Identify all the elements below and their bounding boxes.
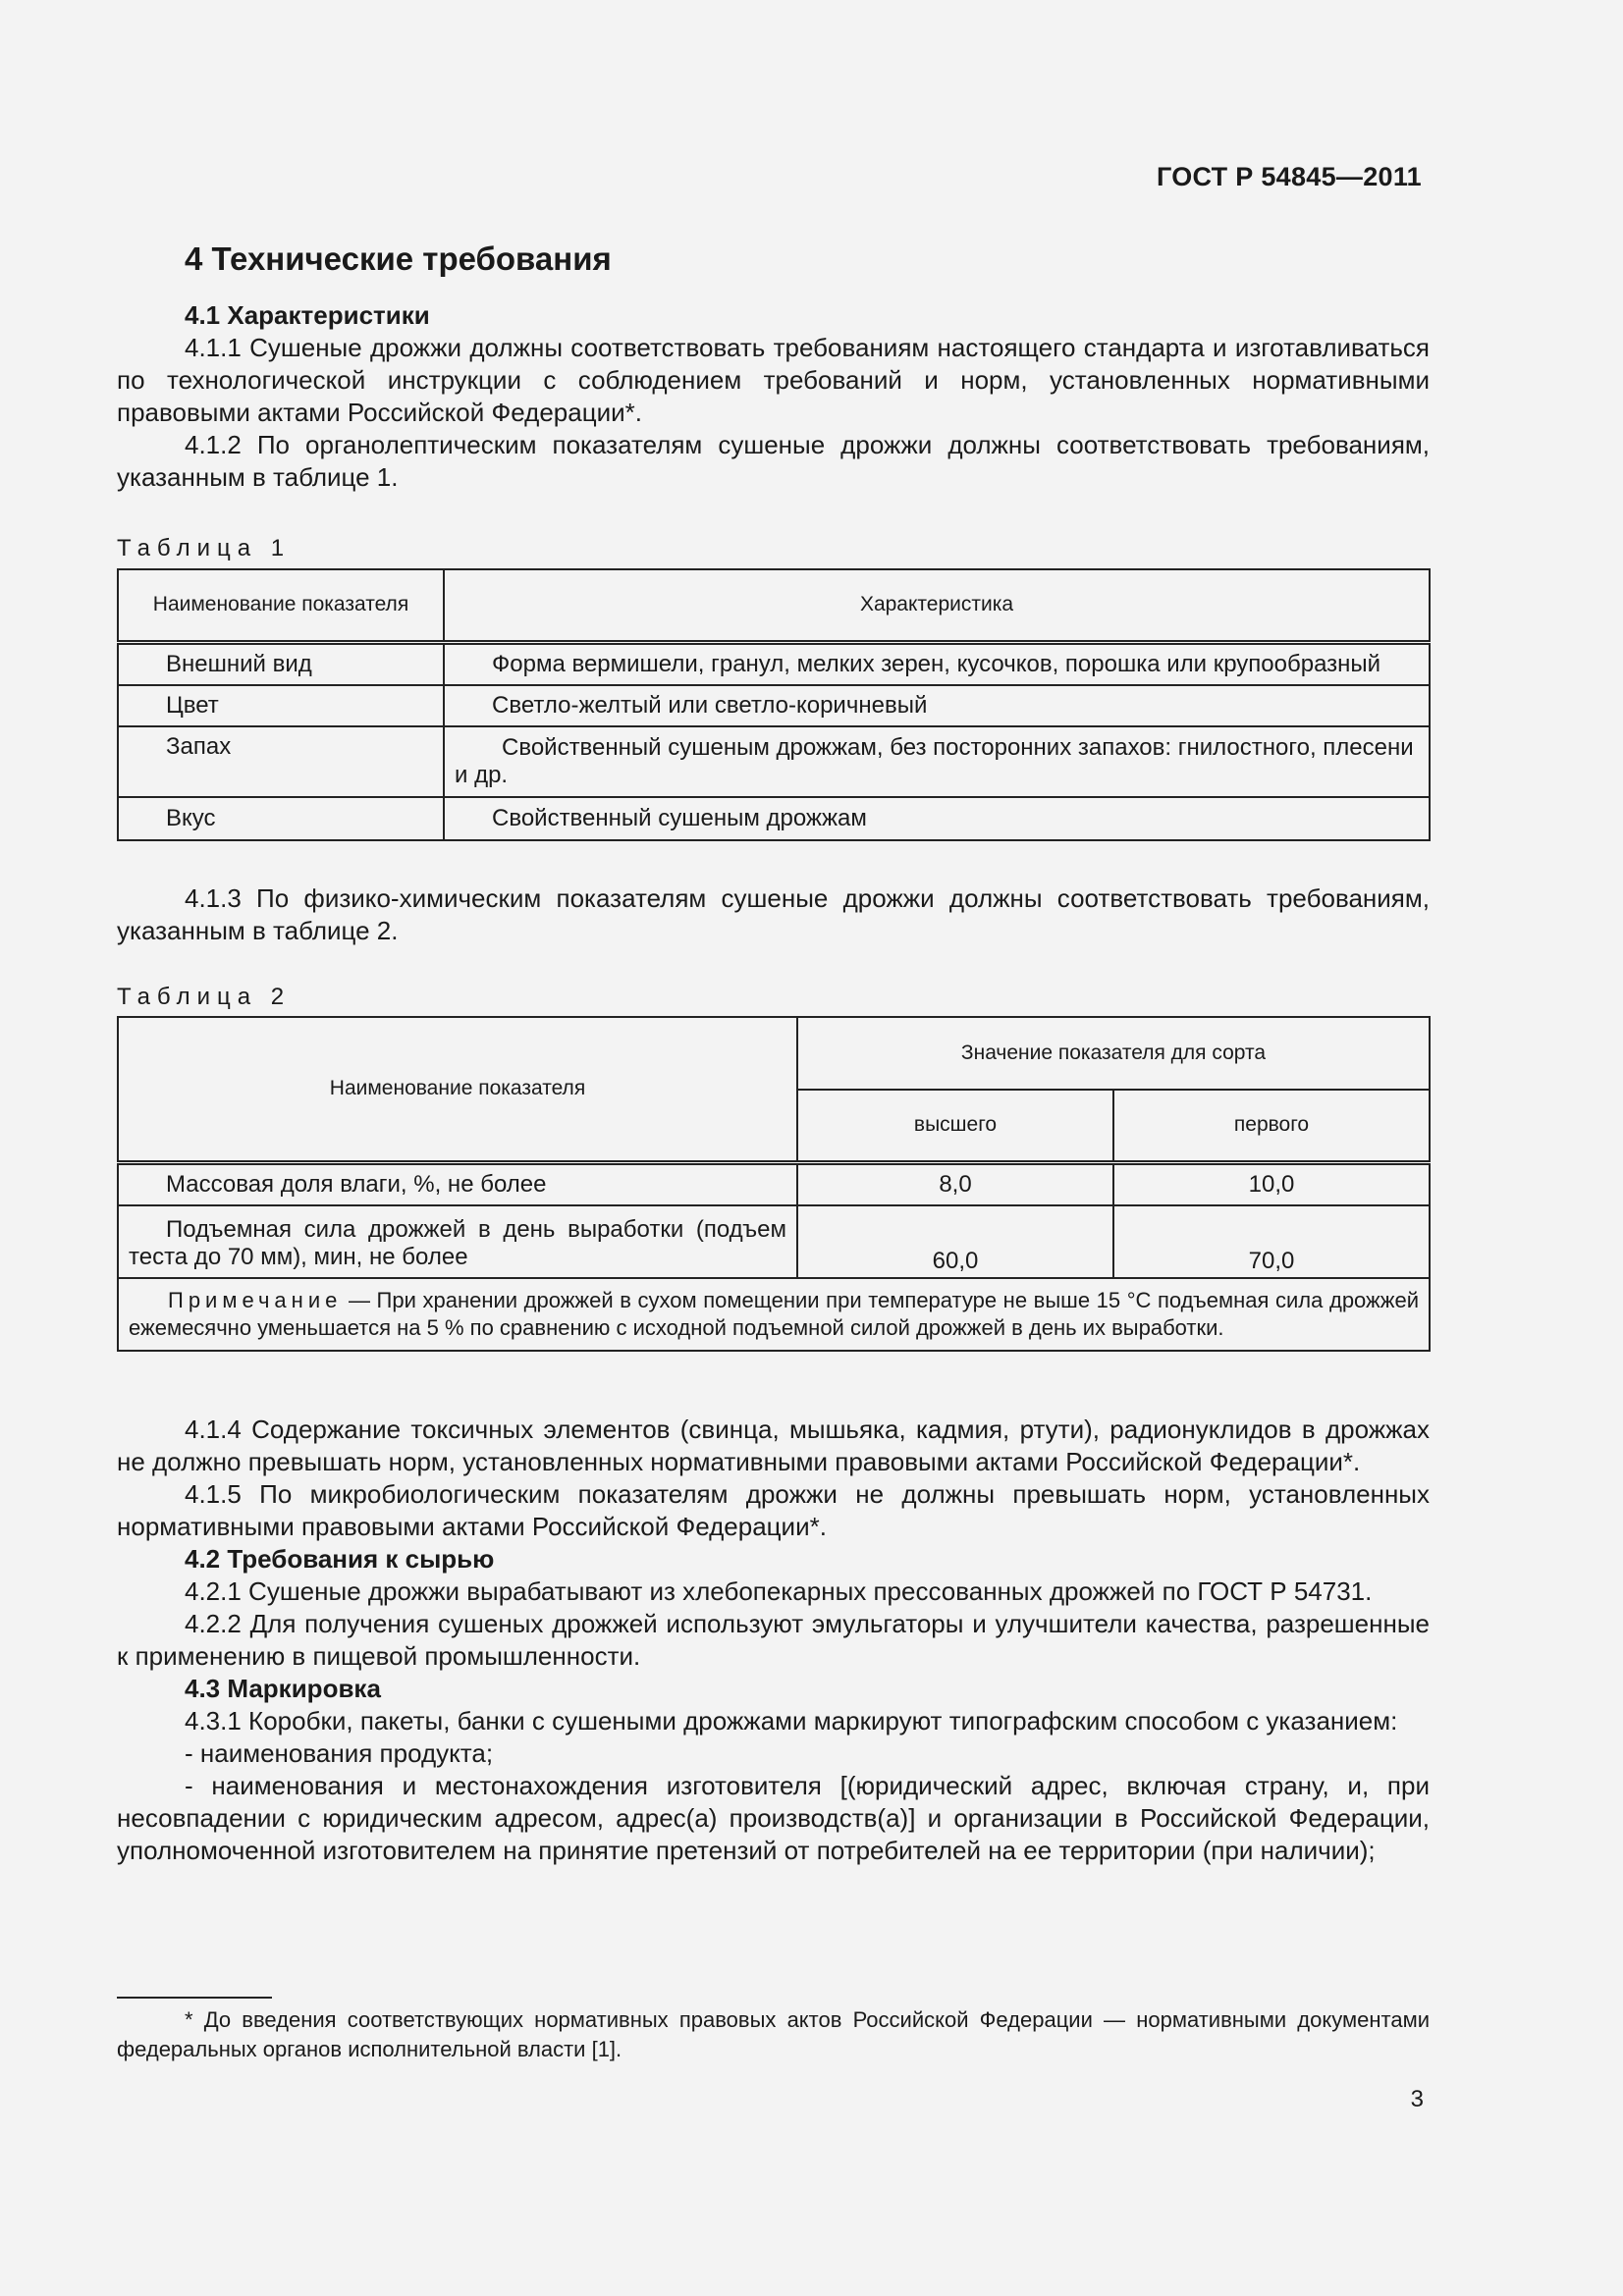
- table-cell: Форма вермишели, гранул, мелких зерен, кусочков, порошка или крупообразный: [444, 642, 1430, 685]
- table-cell: 10,0: [1113, 1162, 1430, 1205]
- paragraph-4-1-1: 4.1.1 Сушеные дрожжи должны соответствовать требованиям настоящего стандарта и изготавливаться по технологической инструкции с соблюдением требований и норм, установленных нормативными правовыми актами Российской Федерации*.: [117, 333, 1430, 427]
- list-item: - наименования продукта;: [185, 1738, 494, 1768]
- table-cell: Свойственный сушеным дрожжам: [444, 797, 1430, 840]
- section-4-1-4-to-4-3: [117, 1414, 1430, 1867]
- table-2-header-group: Значение показателя для сорта: [797, 1017, 1430, 1090]
- table-row: [118, 642, 1430, 685]
- table-cell: Внешний вид: [118, 642, 444, 685]
- table-note-row: [118, 1278, 1430, 1351]
- table-cell: 8,0: [797, 1162, 1113, 1205]
- list-item: - наименования и местонахождения изготовителя [(юридический адрес, включая страну, и, при несовпадении с юридическим адресом, адрес(а) производств(а)] и организации в Российской Федерации, уполномоченной изготовителем на принятие претензий от потребителей на ее территории (при наличии);: [117, 1771, 1430, 1865]
- table-row: [118, 685, 1430, 726]
- paragraph-4-2-2: 4.2.2 Для получения сушеных дрожжей используют эмульгаторы и улучшители качества, разрешенные к применению в пищевой промышленности.: [117, 1609, 1430, 1671]
- table-row: [118, 1162, 1430, 1205]
- paragraph-4-1-4: 4.1.4 Содержание токсичных элементов (свинца, мышьяка, кадмия, ртути), радионуклидов в дрожжах не должно превышать норм, установленных нормативными правовыми актами Российской Федерации*.: [117, 1415, 1430, 1476]
- table-cell: Цвет: [118, 685, 444, 726]
- note-label: Примечание: [168, 1288, 343, 1312]
- table-1-header-characteristic: Характеристика: [444, 569, 1430, 642]
- table-cell: Светло-желтый или светло-коричневый: [444, 685, 1430, 726]
- table-2-header-name: Наименование показателя: [118, 1017, 797, 1162]
- subsection-title: 4.3 Маркировка: [185, 1674, 381, 1703]
- table-2-header-top-grade: высшего: [797, 1090, 1113, 1162]
- subsection-title: 4.1 Характеристики: [185, 300, 430, 330]
- table-1-caption: Таблица 1: [117, 535, 292, 561]
- table-2-caption: Таблица 2: [117, 984, 292, 1010]
- table-cell: Запах: [118, 726, 444, 797]
- note-text: — При хранении дрожжей в сухом помещении при температуре не выше 15 °С подъемная сила дрожжей ежемесячно уменьшается на 5 % по сравнению с исходной подъемной силой дрожжей в день их выработки.: [129, 1288, 1419, 1340]
- standard-code: ГОСТ Р 54845—2011: [1156, 162, 1422, 191]
- footnote-divider: [117, 1997, 272, 1999]
- table-cell: Массовая доля влаги, %, не более: [118, 1162, 797, 1205]
- table-note: [118, 1278, 1430, 1351]
- section-4-1-3: [117, 882, 1430, 947]
- table-2-header-first-grade: первого: [1113, 1090, 1430, 1162]
- table-cell: 60,0: [797, 1205, 1113, 1278]
- table-1-header-name: Наименование показателя: [118, 569, 444, 642]
- paragraph-4-3-1: 4.3.1 Коробки, пакеты, банки с сушеными дрожжами маркируют типографским способом с указанием:: [185, 1706, 1398, 1735]
- table-cell: Вкус: [118, 797, 444, 840]
- section-4-1: [117, 299, 1430, 494]
- section-title: 4 Технические требования: [185, 240, 612, 277]
- paragraph-4-1-2: 4.1.2 По органолептическим показателям сушеные дрожжи должны соответствовать требованиям, указанным в таблице 1.: [117, 430, 1430, 492]
- subsection-title: 4.2 Требования к сырью: [185, 1544, 495, 1574]
- table-row: [118, 1205, 1430, 1278]
- table-2: [117, 1016, 1431, 1352]
- table-row: [118, 726, 1430, 797]
- paragraph-4-1-5: 4.1.5 По микробиологическим показателям дрожжи не должны превышать норм, установленных нормативными правовыми актами Российской Федерации*.: [117, 1479, 1430, 1541]
- table-row: [118, 797, 1430, 840]
- page-number: 3: [1410, 2086, 1424, 2112]
- table-cell: Свойственный сушеным дрожжам, без посторонних запахов: гнилостного, плесени и др.: [444, 726, 1430, 797]
- footnote: * До введения соответствующих нормативных правовых актов Российской Федерации — нормативными документами федеральных органов исполнительной власти [1].: [117, 2007, 1430, 2061]
- paragraph-4-1-3: 4.1.3 По физико-химическим показателям сушеные дрожжи должны соответствовать требованиям, указанным в таблице 2.: [117, 883, 1430, 945]
- paragraph-4-2-1: 4.2.1 Сушеные дрожжи вырабатывают из хлебопекарных прессованных дрожжей по ГОСТ Р 54731.: [185, 1576, 1373, 1606]
- table-cell: 70,0: [1113, 1205, 1430, 1278]
- table-cell: Подъемная сила дрожжей в день выработки (подъем теста до 70 мм), мин, не более: [118, 1205, 797, 1278]
- table-1: [117, 568, 1431, 841]
